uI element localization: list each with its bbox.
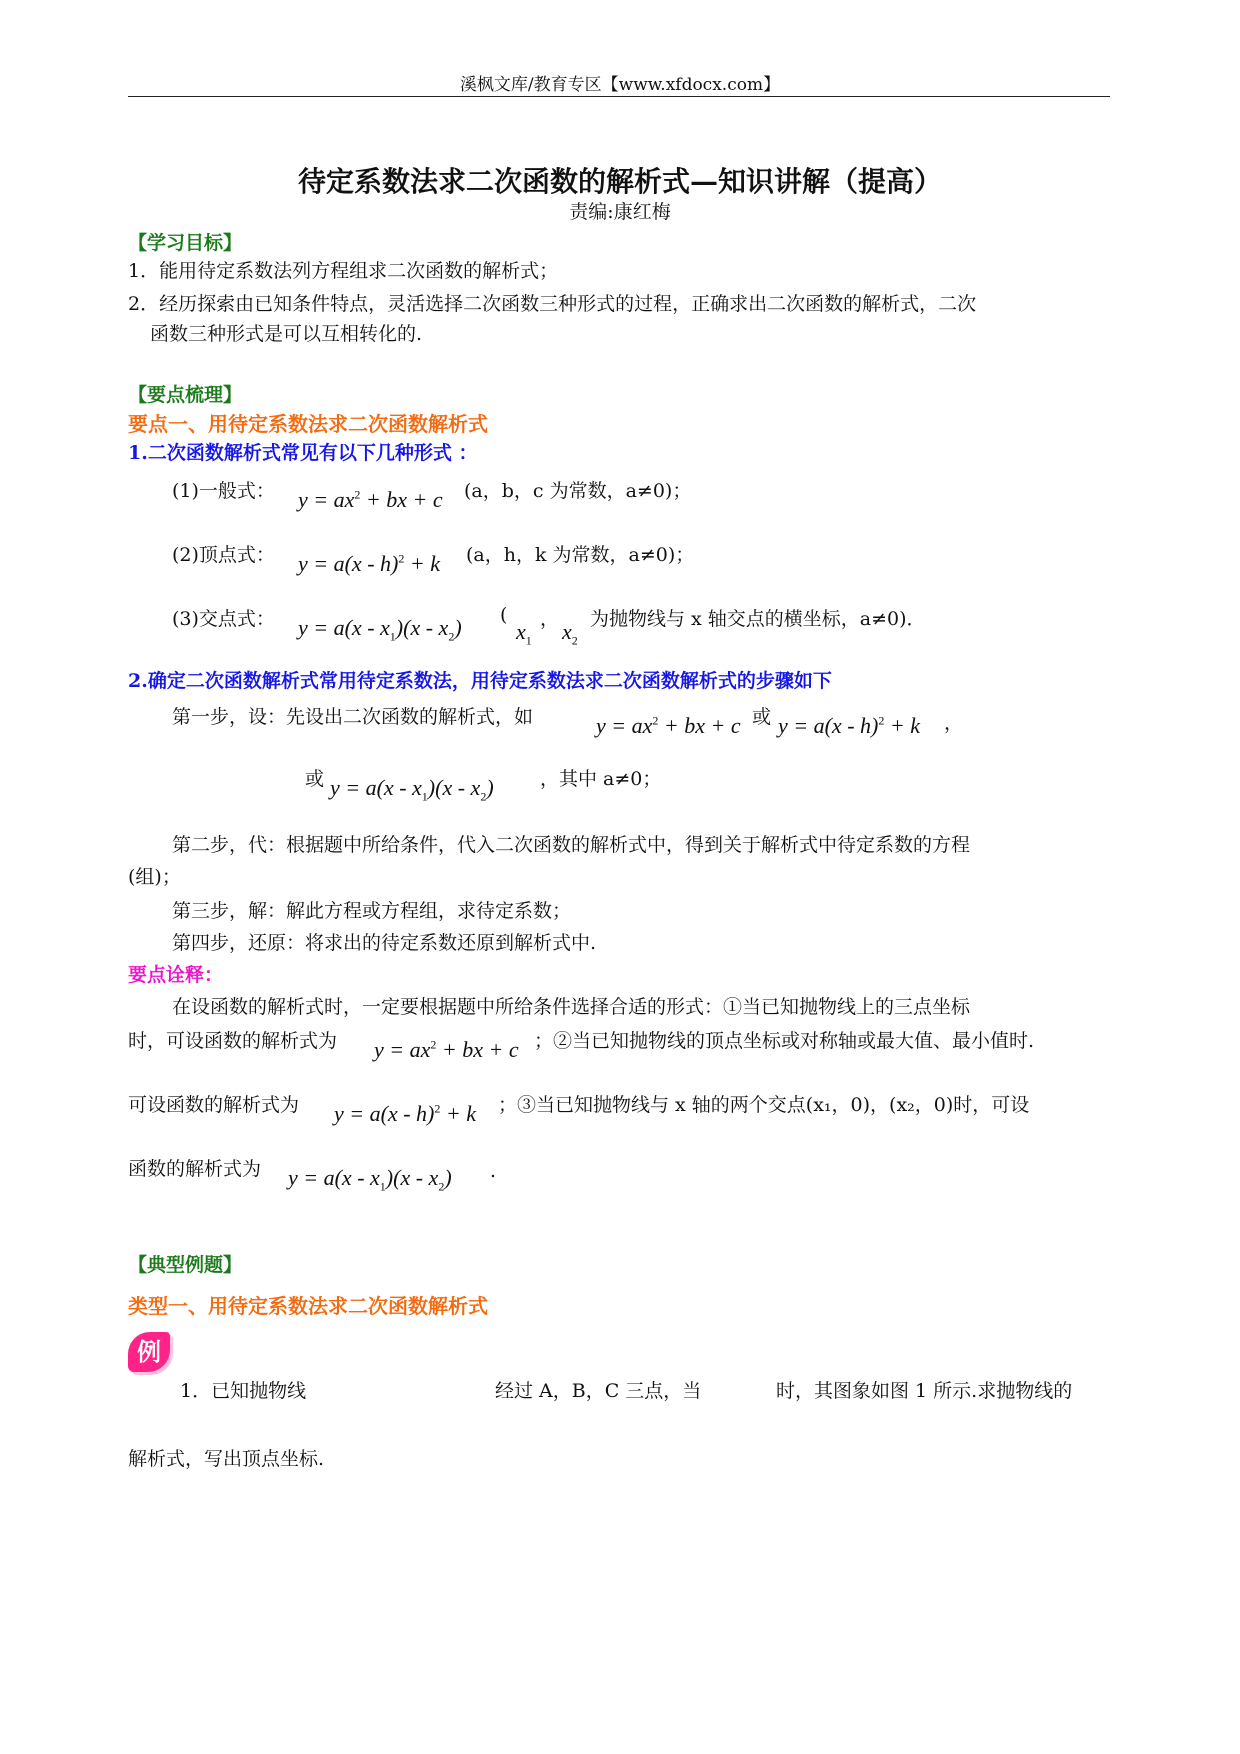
objectives-heading: 【学习目标】: [128, 232, 243, 254]
note-line3-b: ；③当已知抛物线与 x 轴的两个交点(x₁，0)，(x₂，0)时，可设: [498, 1094, 1030, 1116]
step1-comma: ，: [944, 712, 964, 734]
example-badge: 例: [128, 1332, 170, 1372]
note-intercept-formula: $y = a(x - x_1)(x - x_2)$: [288, 1165, 452, 1194]
general-form-formula: $y = ax^2$ + bx + c: [298, 487, 443, 512]
step3: 第三步，解：解此方程或方程组，求待定系数；: [172, 900, 572, 922]
example1-part-b: 经过 A，B，C 三点，当: [495, 1380, 702, 1402]
form1-note: (a，b，c 为常数，a≠0)；: [464, 480, 692, 502]
step1-or-2: 或: [305, 768, 325, 790]
note-line2-b: ；②当已知抛物线的顶点坐标或对称轴或最大值、最小值时.: [534, 1030, 1035, 1052]
note-line4-b: .: [490, 1160, 497, 1182]
type1-heading: 类型一、用待定系数法求二次函数解析式: [128, 1294, 488, 1318]
form3-note-open: (: [500, 604, 508, 626]
form3-label: (3)交点式：: [172, 608, 275, 630]
example1-part-a: 1．已知抛物线: [180, 1380, 307, 1402]
step2-line1: 第二步，代：根据题中所给条件，代入二次函数的解析式中，得到关于解析式中待定系数的方程: [172, 834, 971, 856]
page-header: 溪枫文库/教育专区【www.xfdocx.com】: [459, 75, 781, 95]
sub1-heading: 1.二次函数解析式常见有以下几种形式 ：: [128, 442, 478, 464]
objective-item-2-line2: 函数三种形式是可以互相转化的.: [150, 323, 423, 345]
form1-label: (1)一般式：: [172, 480, 275, 502]
step4: 第四步，还原：将求出的待定系数还原到解析式中.: [172, 932, 597, 954]
step1-text: 第一步，设：先设出二次函数的解析式，如: [172, 706, 534, 728]
document-title: 待定系数法求二次函数的解析式—知识讲解（提高）: [297, 165, 942, 198]
note-line4-a: 函数的解析式为: [128, 1158, 262, 1180]
step1-general-formula: $y = ax^2$ + bx + c: [596, 713, 741, 738]
note-line2-a: 时，可设函数的解析式为: [128, 1030, 338, 1052]
step1-vertex-formula: y = a(x - h)$^2$ + k: [778, 713, 920, 738]
note-general-formula: $y = ax^2$ + bx + c: [374, 1037, 519, 1062]
form2-note: (a，h，k 为常数，a≠0)；: [466, 544, 695, 566]
x1-symbol: $x_1$: [516, 619, 532, 648]
x2-symbol: $x_2$: [562, 619, 578, 648]
note-line3-a: 可设函数的解析式为: [128, 1094, 300, 1116]
step2-line2: (组)；: [128, 866, 181, 888]
step1-intercept-formula: $y = a(x - x_1)(x - x_2)$: [330, 775, 494, 804]
vertex-form-formula: y = a(x - h)$^2$ + k: [298, 551, 440, 576]
intercept-form-formula: $y = a(x - x_1)(x - x_2)$: [298, 615, 462, 644]
form3-note-sep: ，: [540, 608, 560, 630]
header-divider: [128, 96, 1110, 97]
example1-line2: 解析式，写出顶点坐标.: [128, 1448, 325, 1470]
step1-tail: ，其中 a≠0；: [540, 768, 662, 790]
step1-or-1: 或: [752, 706, 772, 728]
example1-part-c: 时，其图象如图 1 所示.求抛物线的: [776, 1380, 1073, 1402]
form2-label: (2)顶点式：: [172, 544, 275, 566]
form3-note: 为抛物线与 x 轴交点的横坐标，a≠0)．: [590, 608, 926, 630]
objective-item-2-line1: 2．经历探索由已知条件特点，灵活选择二次函数三种形式的过程，正确求出二次函数的解析式，二次: [128, 293, 977, 315]
note-vertex-formula: y = a(x - h)$^2$ + k: [334, 1101, 476, 1126]
examples-heading: 【典型例题】: [128, 1254, 243, 1276]
editor-line: 责编:康红梅: [569, 201, 671, 223]
keypoints-heading: 【要点梳理】: [128, 384, 243, 406]
objective-item-1: 1．能用待定系数法列方程组求二次函数的解析式；: [128, 260, 559, 282]
note-line1: 在设函数的解析式时，一定要根据题中所给条件选择合适的形式：①当已知抛物线上的三点坐标: [172, 996, 971, 1018]
sub2-heading: 2.确定二次函数解析式常用待定系数法，用待定系数法求二次函数解析式的步骤如下: [128, 670, 832, 692]
point1-heading: 要点一、用待定系数法求二次函数解析式: [128, 412, 488, 436]
note-heading: 要点诠释：: [128, 964, 224, 986]
